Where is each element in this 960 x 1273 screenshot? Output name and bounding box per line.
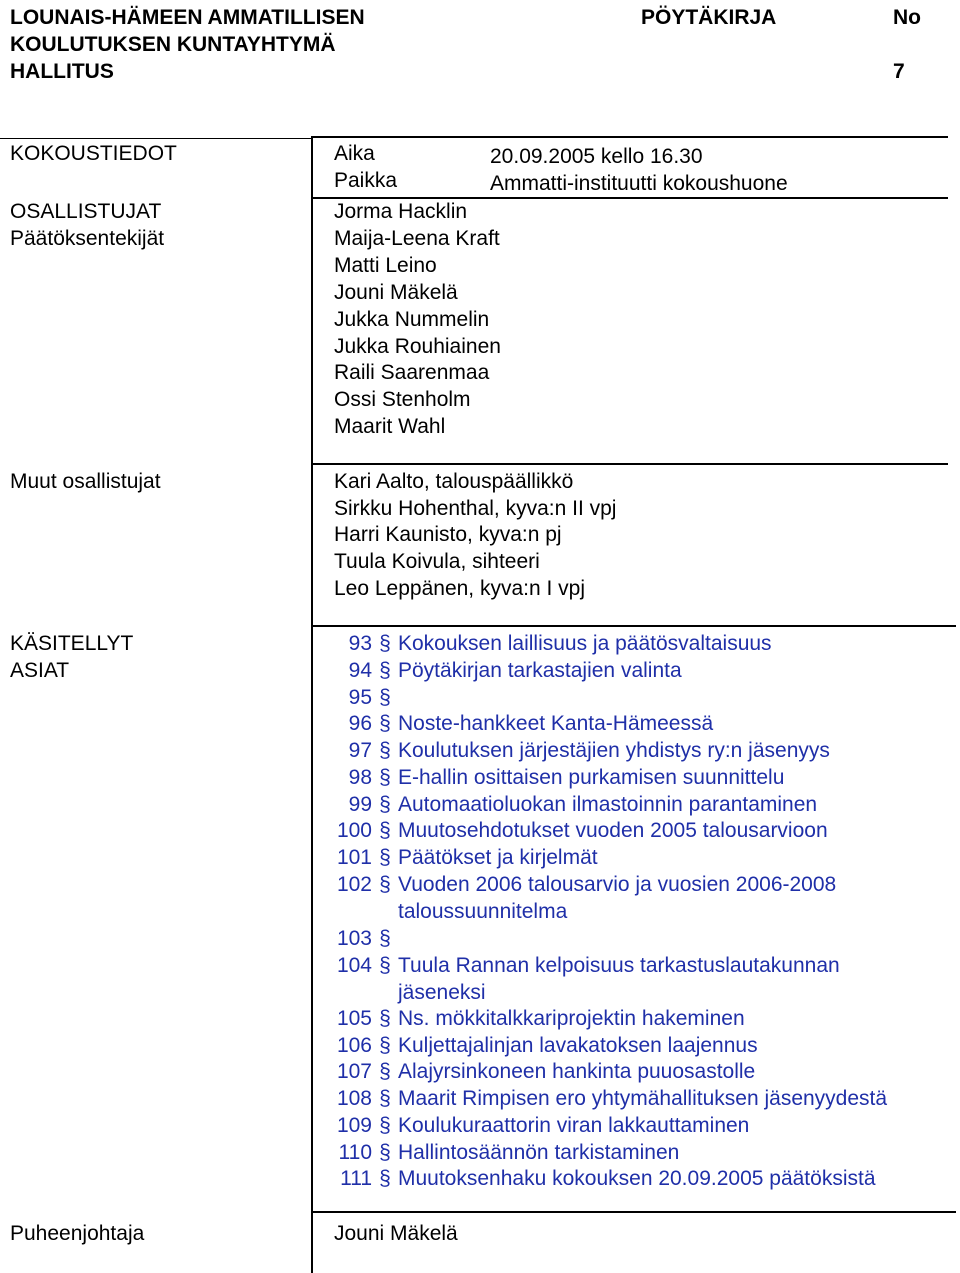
section-sign: § bbox=[379, 632, 391, 655]
agenda-item-title[interactable]: Kokouksen laillisuus ja päätösvaltaisuus bbox=[398, 632, 772, 655]
time-label: Aika bbox=[334, 142, 375, 165]
agenda-item-number: 111 bbox=[340, 1167, 372, 1190]
divider-after-others bbox=[312, 625, 956, 627]
section-sign: § bbox=[379, 766, 391, 789]
other-participant: Tuula Koivula, sihteeri bbox=[334, 550, 540, 573]
section-sign: § bbox=[379, 793, 391, 816]
agenda-item-title[interactable]: Koulukuraattorin viran lakkauttaminen bbox=[398, 1114, 750, 1137]
agenda-item-number: 101 bbox=[336, 846, 372, 869]
document-type: PÖYTÄKIRJA bbox=[641, 6, 777, 29]
participants-label: OSALLISTUJAT bbox=[10, 200, 162, 223]
agenda-item-number: 104 bbox=[336, 954, 372, 977]
meeting-info-label: KOKOUSTIEDOT bbox=[10, 142, 177, 165]
organization-name-line3: HALLITUS bbox=[10, 60, 114, 83]
section-sign: § bbox=[379, 1087, 391, 1110]
agenda-item[interactable] bbox=[334, 630, 772, 657]
participant-name: Jukka Rouhiainen bbox=[334, 335, 501, 358]
agenda-item[interactable] bbox=[334, 791, 817, 818]
agenda-item-number: 102 bbox=[336, 873, 372, 896]
other-participant: Kari Aalto, talouspäällikkö bbox=[334, 470, 574, 493]
agenda-item-number: 109 bbox=[336, 1114, 372, 1137]
divider-after-participants bbox=[312, 463, 948, 465]
chair-name: Jouni Mäkelä bbox=[334, 1222, 458, 1245]
agenda-item[interactable] bbox=[334, 1139, 679, 1166]
number-label: No bbox=[893, 6, 921, 29]
agenda-item[interactable] bbox=[334, 1005, 745, 1032]
matters-label: KÄSITELLYT bbox=[10, 632, 134, 655]
time-value: 20.09.2005 kello 16.30 bbox=[490, 145, 703, 168]
agenda-item-number: 100 bbox=[336, 819, 372, 842]
agenda-item-number: 110 bbox=[338, 1141, 372, 1164]
table-top-rule bbox=[312, 136, 948, 138]
agenda-item[interactable] bbox=[334, 684, 398, 711]
agenda-item-number: 97 bbox=[348, 739, 372, 762]
section-sign: § bbox=[379, 739, 391, 762]
section-sign: § bbox=[379, 927, 391, 950]
agenda-item[interactable] bbox=[334, 1085, 887, 1112]
other-participants-label: Muut osallistujat bbox=[10, 470, 161, 493]
participant-name: Raili Saarenmaa bbox=[334, 361, 490, 384]
agenda-item-title[interactable]: Noste-hankkeet Kanta-Hämeessä bbox=[398, 712, 714, 735]
chair-label: Puheenjohtaja bbox=[10, 1222, 145, 1245]
participant-name: Ossi Stenholm bbox=[334, 388, 471, 411]
agenda-item[interactable] bbox=[334, 1058, 755, 1085]
agenda-item[interactable] bbox=[334, 817, 828, 844]
section-sign: § bbox=[379, 1141, 391, 1164]
column-divider bbox=[311, 136, 313, 1273]
other-participant: Harri Kaunisto, kyva:n pj bbox=[334, 523, 562, 546]
matters-label-2: ASIAT bbox=[10, 659, 70, 682]
agenda-item-number: 93 bbox=[348, 632, 372, 655]
decision-makers-label: Päätöksentekijät bbox=[10, 227, 165, 250]
agenda-item-number: 108 bbox=[336, 1087, 372, 1110]
divider-before-chair bbox=[312, 1211, 956, 1213]
section-sign: § bbox=[379, 873, 391, 896]
agenda-item[interactable] bbox=[334, 657, 682, 684]
agenda-item-title[interactable]: Pöytäkirjan tarkastajien valinta bbox=[398, 659, 682, 682]
agenda-item[interactable] bbox=[334, 710, 713, 737]
agenda-item[interactable] bbox=[334, 925, 398, 952]
other-participant: Sirkku Hohenthal, kyva:n II vpj bbox=[334, 497, 617, 520]
section-sign: § bbox=[379, 1114, 391, 1137]
agenda-item-title-continued[interactable]: taloussuunnitelma bbox=[398, 900, 568, 923]
agenda-item-title[interactable]: Alajyrsinkoneen hankinta puuosastolle bbox=[398, 1060, 756, 1083]
agenda-item-number: 106 bbox=[336, 1034, 372, 1057]
section-sign: § bbox=[379, 1034, 391, 1057]
agenda-item-number: 107 bbox=[336, 1060, 372, 1083]
agenda-item-number: 94 bbox=[348, 659, 372, 682]
other-participant: Leo Leppänen, kyva:n I vpj bbox=[334, 577, 586, 600]
section-sign: § bbox=[379, 686, 391, 709]
section-sign: § bbox=[379, 1007, 391, 1030]
section-sign: § bbox=[379, 846, 391, 869]
agenda-item-title[interactable]: Kuljettajalinjan lavakatoksen laajennus bbox=[398, 1034, 758, 1057]
agenda-item[interactable] bbox=[334, 844, 598, 871]
agenda-item-title[interactable]: Automaatioluokan ilmastoinnin parantaminen bbox=[398, 793, 818, 816]
participant-name: Jorma Hacklin bbox=[334, 200, 468, 223]
agenda-item[interactable] bbox=[334, 871, 837, 923]
agenda-item-title[interactable]: Ns. mökkitalkkariprojektin hakeminen bbox=[398, 1007, 745, 1030]
agenda-item[interactable] bbox=[334, 764, 784, 791]
table-top-rule-left bbox=[0, 138, 312, 139]
agenda-item-number: 98 bbox=[348, 766, 372, 789]
number-value: 7 bbox=[893, 60, 905, 83]
place-value: Ammatti-instituutti kokoushuone bbox=[490, 172, 788, 195]
organization-name-line2: KOULUTUKSEN KUNTAYHTYMÄ bbox=[10, 33, 336, 56]
agenda-item-title[interactable]: Koulutuksen järjestäjien yhdistys ry:n jäsenyys bbox=[398, 739, 830, 762]
agenda-item[interactable] bbox=[334, 952, 840, 1004]
section-sign: § bbox=[379, 659, 391, 682]
agenda-item-title[interactable]: Vuoden 2006 talousarvio ja vuosien 2006-2008 bbox=[398, 873, 837, 896]
agenda-item-number: 95 bbox=[348, 686, 372, 709]
participant-name: Jukka Nummelin bbox=[334, 308, 490, 331]
section-sign: § bbox=[379, 712, 391, 735]
agenda-item-number: 105 bbox=[336, 1007, 372, 1030]
agenda-item-title[interactable]: Muutosehdotukset vuoden 2005 talousarvioon bbox=[398, 819, 828, 842]
agenda-item[interactable] bbox=[334, 1032, 758, 1059]
section-sign: § bbox=[379, 819, 391, 842]
participant-name: Maarit Wahl bbox=[334, 415, 446, 438]
agenda-item[interactable] bbox=[334, 1165, 876, 1192]
agenda-item[interactable] bbox=[334, 1112, 749, 1139]
section-sign: § bbox=[379, 954, 391, 977]
agenda-item[interactable] bbox=[334, 737, 830, 764]
agenda-item-number: 96 bbox=[348, 712, 372, 735]
agenda-item-title[interactable]: Hallintosäännön tarkistaminen bbox=[398, 1141, 680, 1164]
section-sign: § bbox=[379, 1167, 391, 1190]
participant-name: Jouni Mäkelä bbox=[334, 281, 458, 304]
organization-name-line1: LOUNAIS-HÄMEEN AMMATILLISEN bbox=[10, 6, 365, 29]
participant-name: Matti Leino bbox=[334, 254, 437, 277]
agenda-item-number: 99 bbox=[348, 793, 372, 816]
place-label: Paikka bbox=[334, 169, 398, 192]
participant-name: Maija-Leena Kraft bbox=[334, 227, 500, 250]
section-sign: § bbox=[379, 1060, 391, 1083]
agenda-item-title[interactable]: Päätökset ja kirjelmät bbox=[398, 846, 598, 869]
agenda-item-title[interactable]: Maarit Rimpisen ero yhtymähallituksen jäsenyydestä bbox=[398, 1087, 888, 1110]
agenda-item-number: 103 bbox=[336, 927, 372, 950]
agenda-item-title[interactable]: Muutoksenhaku kokouksen 20.09.2005 päätöksistä bbox=[398, 1167, 876, 1190]
agenda-item-title[interactable]: Tuula Rannan kelpoisuus tarkastuslautakunnan bbox=[398, 954, 840, 977]
agenda-item-title-continued[interactable]: jäseneksi bbox=[398, 981, 486, 1004]
agenda-item-title[interactable]: E-hallin osittaisen purkamisen suunnittelu bbox=[398, 766, 785, 789]
